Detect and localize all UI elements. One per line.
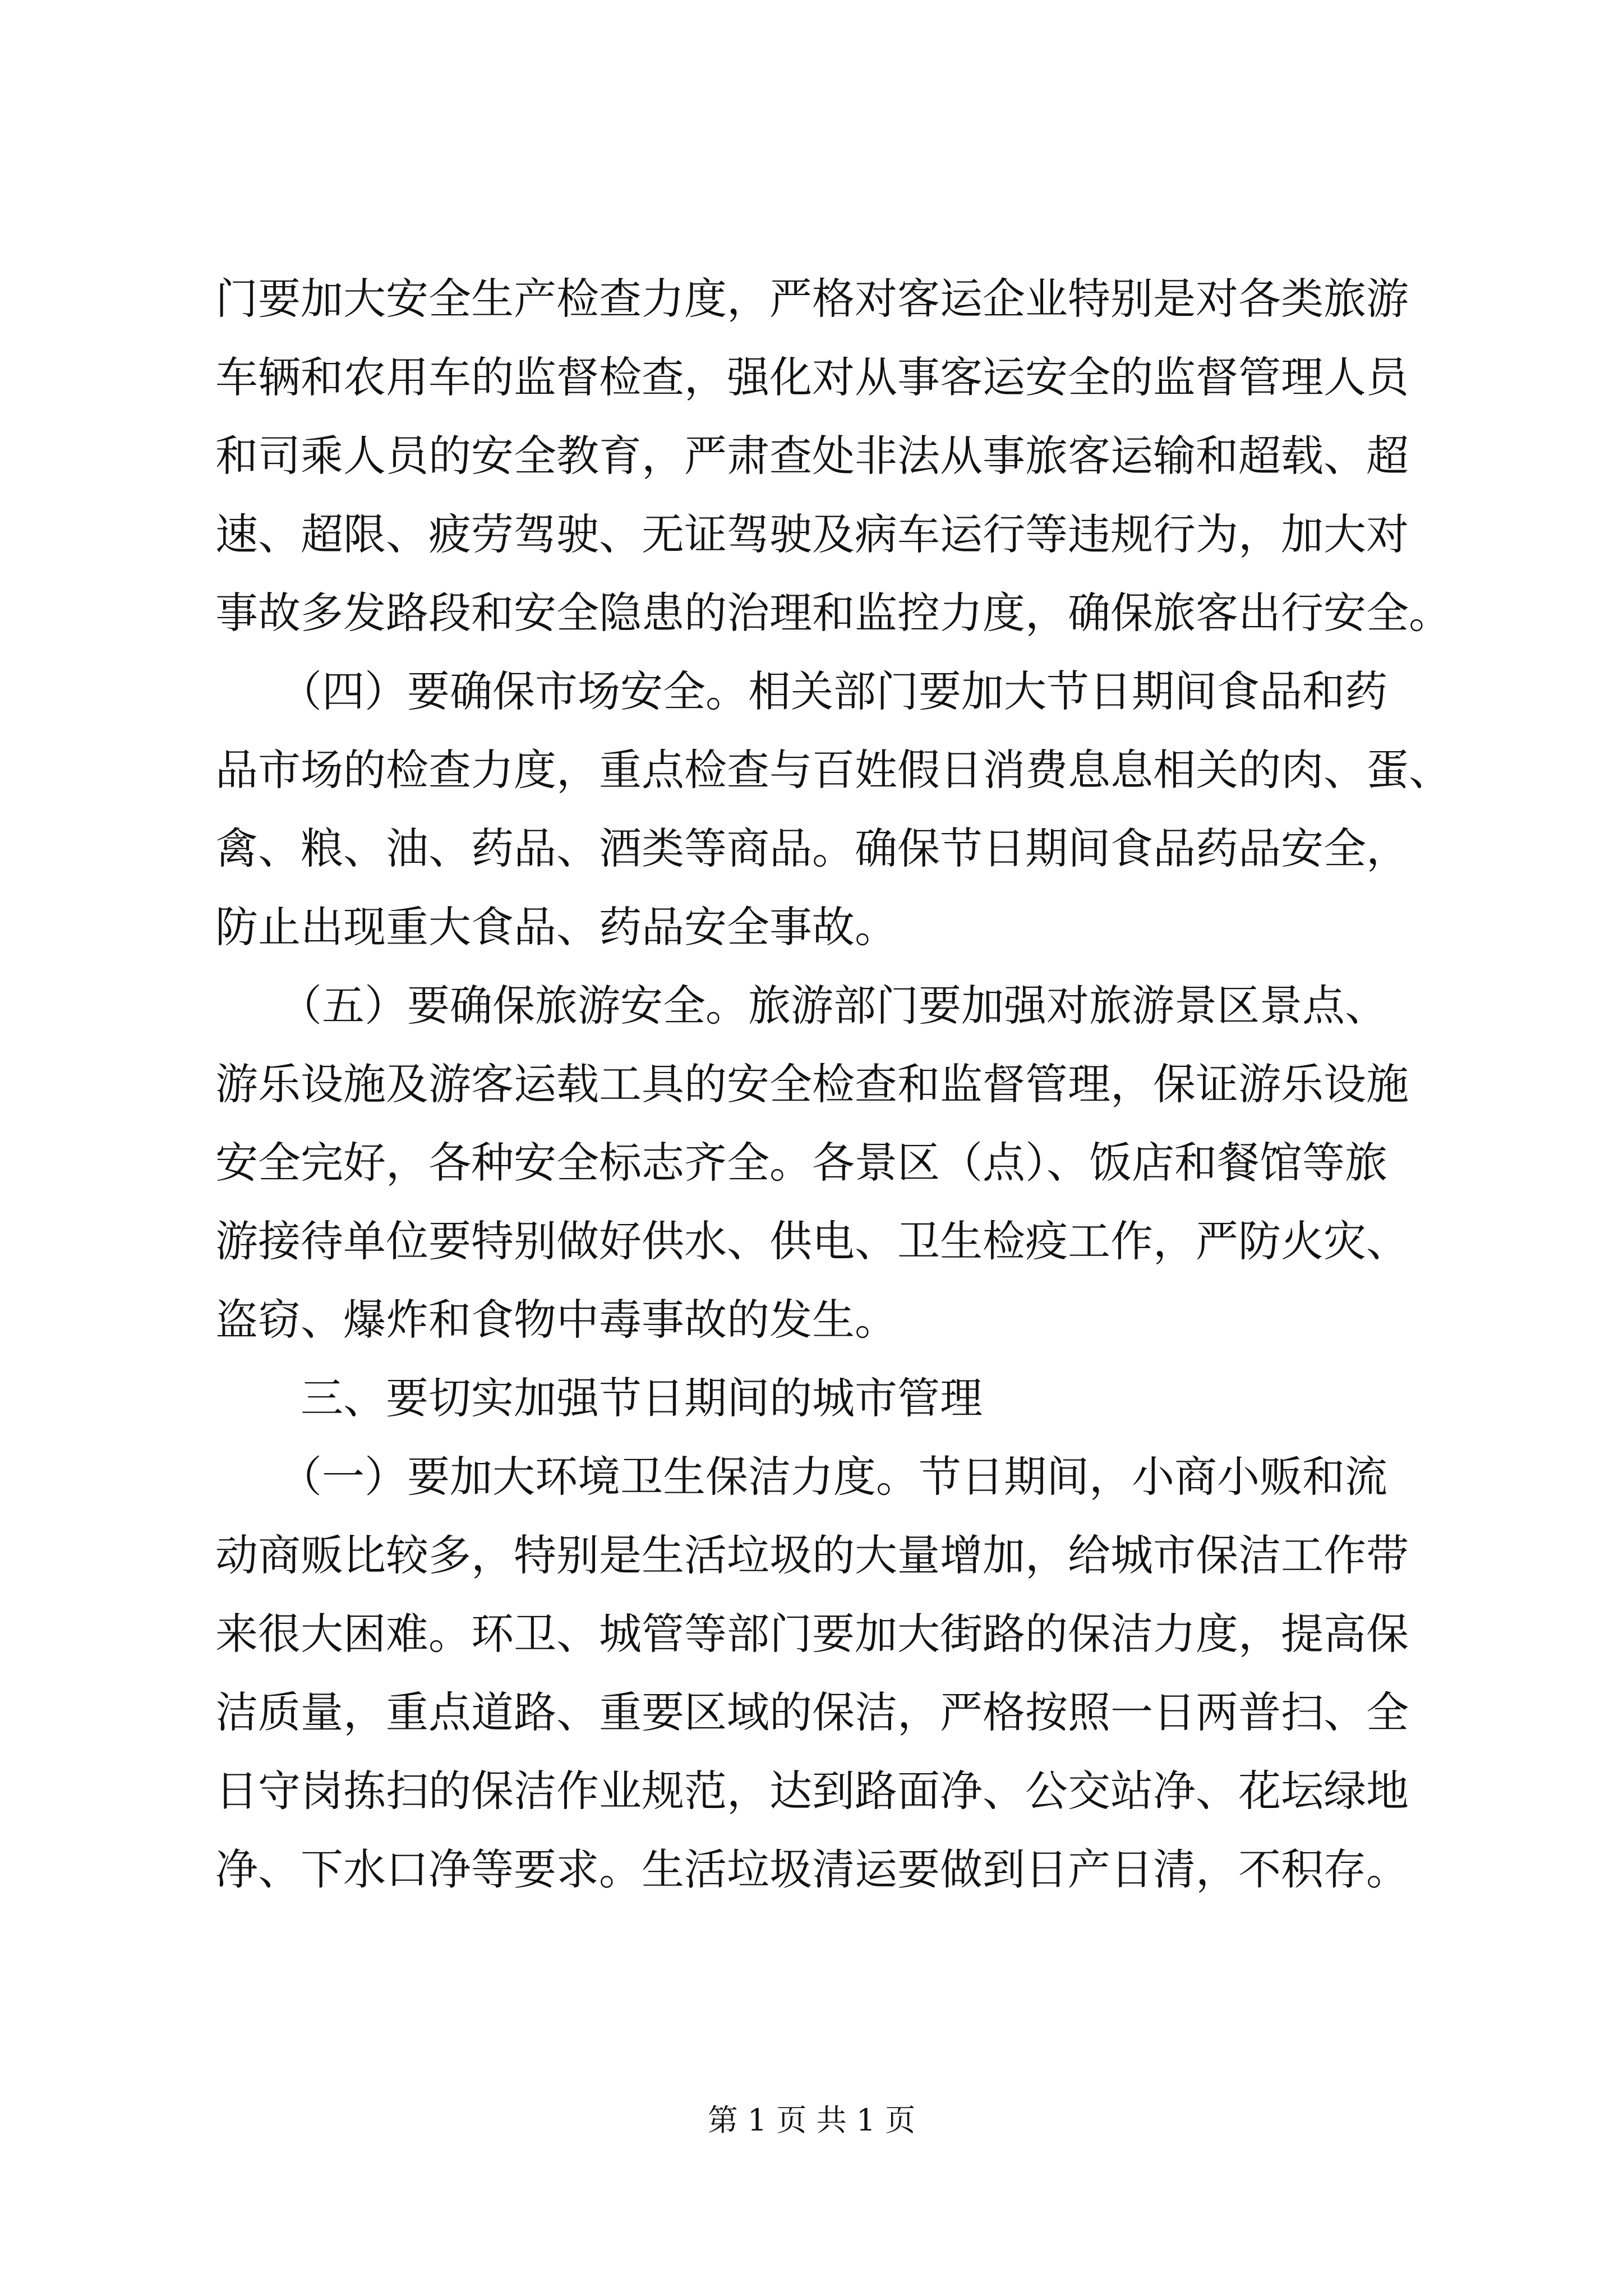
text-line: 盗窃、爆炸和食物中毒事故的发生。 bbox=[215, 1295, 897, 1345]
text-line: 日守岗拣扫的保洁作业规范，达到路面净、公交站净、花坛绿地 bbox=[215, 1766, 1409, 1816]
section-heading: 三、要切实加强节日期间的城市管理 bbox=[215, 1373, 983, 1423]
text-line: 品市场的检查力度，重点检查与百姓假日消费息息相关的肉、蛋、 bbox=[215, 745, 1451, 795]
text-line: （一）要加大环境卫生保洁力度。节日期间，小商小贩和流 bbox=[215, 1452, 1387, 1502]
text-line: 防止出现重大食品、药品安全事故。 bbox=[215, 902, 897, 952]
text-line: 游乐设施及游客运载工具的安全检查和监督管理，保证游乐设施 bbox=[215, 1059, 1409, 1109]
text-line: 车辆和农用车的监督检查，强化对从事客运安全的监督管理人员 bbox=[215, 352, 1409, 402]
text-line: 洁质量，重点道路、重要区域的保洁，严格按照一日两普扫、全 bbox=[215, 1687, 1409, 1737]
text-line: 事故多发路段和安全隐患的治理和监控力度，确保旅客出行安全。 bbox=[215, 588, 1451, 638]
text-line: 安全完好，各种安全标志齐全。各景区（点）、饭店和餐馆等旅 bbox=[215, 1138, 1387, 1188]
text-line: （四）要确保市场安全。相关部门要加大节日期间食品和药 bbox=[215, 666, 1387, 716]
text-line: 和司乘人员的安全教育，严肃查处非法从事旅客运输和超载、超 bbox=[215, 431, 1409, 481]
text-line: 门要加大安全生产检查力度，严格对客运企业特别是对各类旅游 bbox=[215, 274, 1409, 324]
text-line: 净、下水口净等要求。生活垃圾清运要做到日产日清，不积存。 bbox=[215, 1844, 1409, 1894]
text-line: 动商贩比较多，特别是生活垃圾的大量增加，给城市保洁工作带 bbox=[215, 1530, 1409, 1580]
document-body bbox=[215, 260, 1451, 1909]
text-line: （五）要确保旅游安全。旅游部门要加强对旅游景区景点、 bbox=[215, 981, 1387, 1030]
text-line: 游接待单位要特别做好供水、供电、卫生检疫工作，严防火灾、 bbox=[215, 1216, 1409, 1266]
text-line: 速、超限、疲劳驾驶、无证驾驶及病车运行等违规行为，加大对 bbox=[215, 509, 1409, 559]
text-line: 禽、粮、油、药品、酒类等商品。确保节日期间食品药品安全， bbox=[215, 823, 1409, 873]
page-number-footer: 第 1 页 共 1 页 bbox=[707, 2102, 916, 2138]
text-line: 来很大困难。环卫、城管等部门要加大街路的保洁力度，提高保 bbox=[215, 1609, 1409, 1659]
